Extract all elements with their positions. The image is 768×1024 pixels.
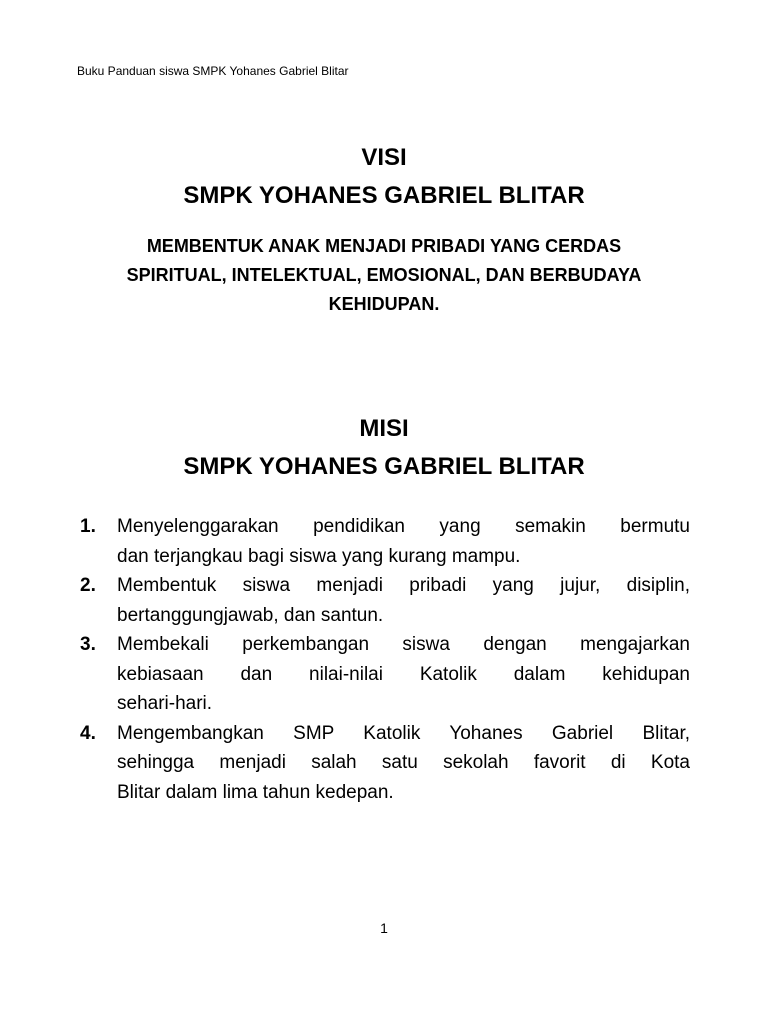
visi-title: VISI xyxy=(361,144,407,171)
visi-statement xyxy=(60,232,708,319)
misi-list xyxy=(80,512,690,807)
visi-statement-line: KEHIDUPAN. xyxy=(328,294,440,314)
misi-item-number: 2. xyxy=(80,575,96,596)
misi-item-text: Membekali perkembangan siswa dengan mengajarkan xyxy=(117,634,690,655)
misi-item-text: Blitar dalam lima tahun kedepan. xyxy=(117,781,394,803)
misi-heading xyxy=(60,410,708,486)
misi-item-text: sehari-hari. xyxy=(117,693,213,714)
visi-heading xyxy=(60,139,708,215)
running-header: Buku Panduan siswa SMPK Yohanes Gabriel Blitar xyxy=(77,64,349,78)
misi-item xyxy=(80,512,690,571)
misi-item-number: 1. xyxy=(80,516,96,537)
misi-item-number: 3. xyxy=(80,634,96,655)
misi-item-text: bertanggungjawab, dan santun. xyxy=(117,604,384,626)
visi-statement-line: SPIRITUAL, INTELEKTUAL, EMOSIONAL, DAN BERBUDAYA xyxy=(126,265,642,285)
misi-item-text: Membentuk siswa menjadi pribadi yang jujur, disiplin, xyxy=(117,575,690,596)
misi-item-text: dan terjangkau bagi siswa yang kurang mampu. xyxy=(117,545,521,567)
misi-item xyxy=(80,719,690,808)
misi-item xyxy=(80,571,690,630)
misi-school-name: SMPK YOHANES GABRIEL BLITAR xyxy=(183,453,585,480)
page-number: 1 xyxy=(380,920,388,936)
misi-item-text: Mengembangkan SMP Katolik Yohanes Gabriel Blitar, xyxy=(117,722,690,744)
misi-item-text: kebiasaan dan nilai-nilai Katolik dalam kehidupan xyxy=(117,663,690,685)
misi-item-text: Menyelenggarakan pendidikan yang semakin bermutu xyxy=(117,516,690,537)
misi-item-number: 4. xyxy=(80,722,96,744)
visi-school-name: SMPK YOHANES GABRIEL BLITAR xyxy=(183,182,585,209)
misi-item-text: sehingga menjadi salah satu sekolah favorit di Kota xyxy=(117,752,690,773)
misi-title: MISI xyxy=(359,415,409,442)
misi-item xyxy=(80,630,690,719)
visi-statement-line: MEMBENTUK ANAK MENJADI PRIBADI YANG CERDAS xyxy=(146,236,622,256)
